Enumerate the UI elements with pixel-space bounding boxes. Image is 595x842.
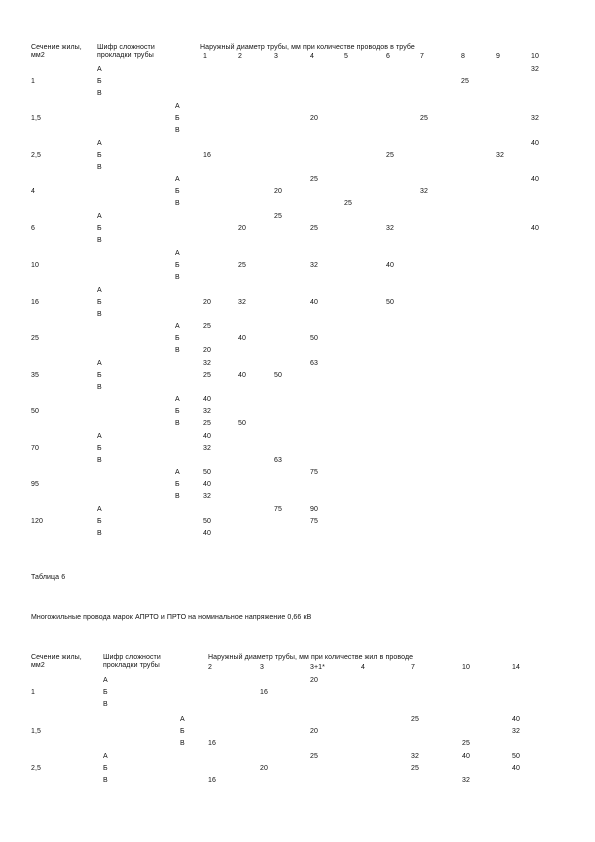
t1-row1-val-B-4: 20 [310,115,318,122]
t1-row7-section: 25 [31,335,39,342]
t1-row4-section: 6 [31,225,35,232]
t1-row11-val-C-1: 32 [203,493,211,500]
t1-row7-val-B-2: 40 [238,335,246,342]
t2-row2-val-A-31: 25 [310,753,318,760]
t2-row1-val-B-31: 20 [310,728,318,735]
t1-row12-val-C-1: 40 [203,530,211,537]
t1-row10-cipher-2: В [97,457,102,464]
t1-row2-val-B-1: 16 [203,152,211,159]
t1-row8-val-B-2: 40 [238,372,246,379]
t2-row0-cipher-1: Б [103,689,108,696]
t2-count-7: 7 [411,664,415,671]
t2-row2-val-A-7: 32 [411,753,419,760]
t1-row12-cipher-2: В [97,530,102,537]
t1-row9-val-C-1: 25 [203,420,211,427]
t2-row2-val-A-10: 40 [462,753,470,760]
t2-row2-cipher-0: А [103,753,108,760]
t1-row7-val-B-4: 50 [310,335,318,342]
t1-row7-cipher-1: Б [175,335,180,342]
t1-row10-cipher-0: А [97,433,102,440]
t2-count-14: 14 [512,664,520,671]
t1-row4-val-B-2: 20 [238,225,246,232]
t1-row8-cipher-2: В [97,384,102,391]
t2-row2-section: 2,5 [31,765,42,772]
t1-row2-val-B-9: 32 [496,152,504,159]
t1-row9-val-A-1: 40 [203,396,211,403]
t1-row11-val-B-1: 40 [203,481,211,488]
t1-row11-cipher-1: Б [175,481,180,488]
t1-row5-val-B-4: 32 [310,262,318,269]
t2-count-4: 4 [361,664,365,671]
t2-header-cipher: Шифр сложности [103,654,161,661]
t2-row2-val-C-2: 16 [208,777,216,784]
t1-row11-val-A-4: 75 [310,469,318,476]
t1-count-5: 5 [344,53,348,60]
t2-row1-val-B-14: 32 [512,728,520,735]
t1-row1-cipher-1: Б [175,115,180,122]
t2-header-diameter: Наружный диаметр трубы, мм при количестве жил в проводе [208,654,414,661]
t2-row0-cipher-0: А [103,677,108,684]
t1-row7-val-C-1: 20 [203,347,211,354]
t1-row6-val-B-2: 32 [238,299,246,306]
t1-row12-cipher-0: А [97,506,102,513]
t1-row8-section: 35 [31,372,39,379]
t1-row4-cipher-0: А [97,213,102,220]
t1-row7-cipher-0: А [175,323,180,330]
t1-row4-val-B-4: 25 [310,225,318,232]
t1-row5-cipher-0: А [175,250,180,257]
t1-header-cipher-2: прокладки трубы [97,52,154,59]
t1-row9-section: 50 [31,408,39,415]
t2-row2-val-B-7: 25 [411,765,419,772]
t2-row1-val-C-2: 16 [208,740,216,747]
t1-row12-val-A-3: 75 [274,506,282,513]
t2-row2-cipher-1: Б [103,765,108,772]
t2-count-10: 10 [462,664,470,671]
t1-row6-cipher-0: А [97,287,102,294]
t1-row0-cipher-2: В [97,90,102,97]
t2-row1-val-A-14: 40 [512,716,520,723]
t1-row3-cipher-1: Б [175,188,180,195]
t1-row5-val-B-2: 25 [238,262,246,269]
t1-row6-val-B-4: 40 [310,299,318,306]
t1-row9-cipher-1: Б [175,408,180,415]
t2-row1-val-A-7: 25 [411,716,419,723]
t1-row2-val-A-10: 40 [531,140,539,147]
t1-count-10: 10 [531,53,539,60]
t2-count-3: 3 [260,664,264,671]
t1-row8-cipher-1: Б [97,372,102,379]
t1-row9-cipher-0: А [175,396,180,403]
t2-row0-cipher-2: В [103,701,108,708]
t1-row10-cipher-1: Б [97,445,102,452]
t1-row9-cipher-2: В [175,420,180,427]
t1-row3-val-A-4: 25 [310,176,318,183]
t1-row5-cipher-1: Б [175,262,180,269]
t1-count-7: 7 [420,53,424,60]
t1-row1-section: 1,5 [31,115,42,122]
t1-row11-section: 95 [31,481,39,488]
t1-count-1: 1 [203,53,207,60]
t2-row1-val-C-10: 25 [462,740,470,747]
t2-row2-val-B-3: 20 [260,765,268,772]
t1-row3-val-B-3: 20 [274,188,282,195]
table-caption: Таблица 6 [31,574,66,581]
t2-row2-cipher-2: В [103,777,108,784]
t1-row4-val-A-3: 25 [274,213,282,220]
t2-count-31: 3+1* [310,664,325,671]
t2-row2-val-A-14: 50 [512,753,520,760]
t1-row6-cipher-1: Б [97,299,102,306]
t2-row1-cipher-1: Б [180,728,185,735]
t1-row3-val-C-5: 25 [344,200,352,207]
t1-row12-section: 120 [31,518,43,525]
t1-row8-val-A-1: 32 [203,360,211,367]
t1-row4-cipher-2: В [97,237,102,244]
t2-row0-section: 1 [31,689,35,696]
t2-row0-val-A-31: 20 [310,677,318,684]
t1-count-4: 4 [310,53,314,60]
t2-row1-cipher-0: А [180,716,185,723]
t2-row1-section: 1,5 [31,728,42,735]
t1-row0-val-Ax-10: 32 [531,66,539,73]
t1-row3-cipher-2: В [175,200,180,207]
t1-count-9: 9 [496,53,500,60]
t1-count-6: 6 [386,53,390,60]
t2-header-section: Сечение жилы, [31,654,82,661]
t1-row0-val-B-8: 25 [461,78,469,85]
t1-row4-val-B-10: 40 [531,225,539,232]
t1-row7-val-A-1: 25 [203,323,211,330]
table2-title: Многожильные провода марок АПРТО и ПРТО на номинальное напряжение 0,66 кВ [31,614,312,621]
t1-row2-cipher-2: В [97,164,102,171]
t1-row0-section: 1 [31,78,35,85]
t1-row8-val-A-4: 63 [310,360,318,367]
t1-row1-cipher-0: А [175,103,180,110]
t1-row12-val-B-4: 75 [310,518,318,525]
t1-row3-val-A-10: 40 [531,176,539,183]
t1-row3-section: 4 [31,188,35,195]
t2-header-cipher-2: прокладки трубы [103,662,160,669]
t1-count-8: 8 [461,53,465,60]
t1-row0-cipher-0: А [97,66,102,73]
t1-row5-section: 10 [31,262,39,269]
t1-row12-val-A-4: 90 [310,506,318,513]
t1-row8-val-B-1: 25 [203,372,211,379]
t1-row4-cipher-1: Б [97,225,102,232]
t1-row1-cipher-2: В [175,127,180,134]
t1-count-3: 3 [274,53,278,60]
t1-row2-cipher-1: Б [97,152,102,159]
t1-row9-val-B-1: 32 [203,408,211,415]
t1-header-section-unit: мм2 [31,52,45,59]
t1-row2-section: 2,5 [31,152,42,159]
t1-row12-cipher-1: Б [97,518,102,525]
t1-row6-val-B-1: 20 [203,299,211,306]
t1-row8-val-B-3: 50 [274,372,282,379]
t2-row2-val-C-10: 32 [462,777,470,784]
t1-header-cipher: Шифр сложности [97,44,155,51]
t1-row3-cipher-0: А [175,176,180,183]
t1-count-2: 2 [238,53,242,60]
t1-header-diameter: Наружный диаметр трубы, мм при количестве проводов в трубе [200,44,415,51]
t1-row8-cipher-0: А [97,360,102,367]
t1-row11-cipher-0: А [175,469,180,476]
t1-row12-val-B-1: 50 [203,518,211,525]
t2-row1-cipher-2: В [180,740,185,747]
t1-row1-val-B-7: 25 [420,115,428,122]
t2-count-2: 2 [208,664,212,671]
t1-row0-cipher-1: Б [97,78,102,85]
t1-row6-cipher-2: В [97,311,102,318]
t1-row3-val-B-7: 32 [420,188,428,195]
t1-row11-val-A-1: 50 [203,469,211,476]
t1-row10-val-C-3: 63 [274,457,282,464]
t1-row5-val-B-6: 40 [386,262,394,269]
t1-row7-cipher-2: В [175,347,180,354]
t1-row10-val-A-1: 40 [203,433,211,440]
t1-row9-val-C-2: 50 [238,420,246,427]
t1-row6-section: 16 [31,299,39,306]
t2-row0-val-B-3: 16 [260,689,268,696]
t1-row4-val-B-6: 32 [386,225,394,232]
t1-row10-val-B-1: 32 [203,445,211,452]
t1-row6-val-B-6: 50 [386,299,394,306]
t1-row2-cipher-0: А [97,140,102,147]
t1-row10-section: 70 [31,445,39,452]
t2-header-section-unit: мм2 [31,662,45,669]
t1-row11-cipher-2: В [175,493,180,500]
t2-row2-val-B-14: 40 [512,765,520,772]
t1-row5-cipher-2: В [175,274,180,281]
t1-row2-val-B-6: 25 [386,152,394,159]
t1-header-section: Сечение жилы, [31,44,82,51]
t1-row1-val-B-10: 32 [531,115,539,122]
